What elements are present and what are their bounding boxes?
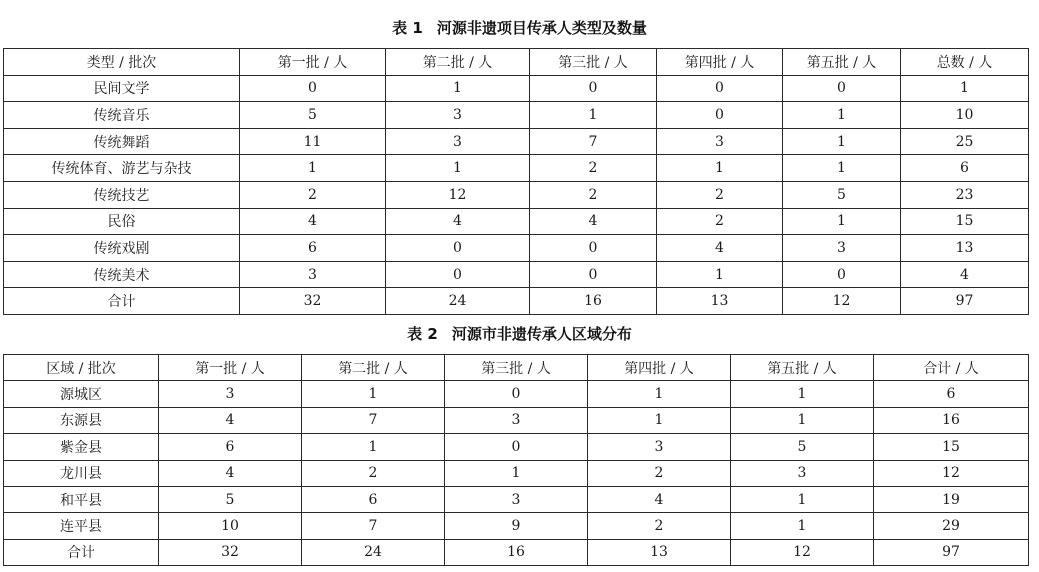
table-row <box>4 434 1029 460</box>
table-cell: 1 <box>386 155 530 182</box>
table-cell: 13 <box>657 288 783 315</box>
table-cell: 16 <box>445 539 588 565</box>
table-cell: 6 <box>874 381 1029 407</box>
table-cell: 19 <box>874 486 1029 512</box>
column-header: 第二批 / 人 <box>302 355 445 381</box>
table-cell: 4 <box>901 261 1029 288</box>
column-header: 第三批 / 人 <box>530 49 657 76</box>
column-header: 第二批 / 人 <box>386 49 530 76</box>
table-cell: 16 <box>874 407 1029 433</box>
table-cell: 0 <box>530 235 657 262</box>
table-cell: 1 <box>731 513 874 539</box>
table-cell: 2 <box>240 181 386 208</box>
table-cell: 3 <box>783 235 901 262</box>
row-label-cell: 连平县 <box>4 513 159 539</box>
table-cell: 1 <box>783 102 901 129</box>
table-header-row <box>4 355 1029 381</box>
table-row <box>4 539 1029 565</box>
table-cell: 6 <box>240 235 386 262</box>
table-cell: 13 <box>588 539 731 565</box>
table-cell: 2 <box>657 208 783 235</box>
table-cell: 0 <box>530 261 657 288</box>
table-row <box>4 513 1029 539</box>
table-cell: 12 <box>386 181 530 208</box>
table-cell: 24 <box>386 288 530 315</box>
table-cell: 3 <box>588 434 731 460</box>
table-row <box>4 486 1029 512</box>
column-header: 第一批 / 人 <box>159 355 302 381</box>
column-header: 第五批 / 人 <box>731 355 874 381</box>
table-cell: 5 <box>240 102 386 129</box>
table-cell: 5 <box>731 434 874 460</box>
table-cell: 6 <box>901 155 1029 182</box>
table-cell: 2 <box>588 513 731 539</box>
column-header: 第五批 / 人 <box>783 49 901 76</box>
table-cell: 1 <box>783 155 901 182</box>
row-label-cell: 传统舞蹈 <box>4 128 240 155</box>
table-cell: 9 <box>445 513 588 539</box>
table-1-title: 河源非遗项目传承人类型及数量 <box>436 19 647 37</box>
table-cell: 2 <box>588 460 731 486</box>
row-label-cell: 龙川县 <box>4 460 159 486</box>
table-1-heritage-types <box>3 48 1029 315</box>
table-2-number: 表 2 <box>407 325 438 343</box>
column-header: 合计 / 人 <box>874 355 1029 381</box>
table-row <box>4 155 1029 182</box>
table-cell: 2 <box>302 460 445 486</box>
table-cell: 1 <box>530 102 657 129</box>
table-row <box>4 75 1029 102</box>
table-2-title: 河源市非遗传承人区域分布 <box>451 325 632 343</box>
table-cell: 0 <box>386 261 530 288</box>
table-cell: 6 <box>159 434 302 460</box>
table-cell: 13 <box>901 235 1029 262</box>
table-cell: 4 <box>588 486 731 512</box>
table-cell: 7 <box>530 128 657 155</box>
table-cell: 2 <box>657 181 783 208</box>
table-cell: 1 <box>302 381 445 407</box>
table-cell: 1 <box>302 434 445 460</box>
table-cell: 4 <box>386 208 530 235</box>
table-cell: 0 <box>657 75 783 102</box>
table-cell: 29 <box>874 513 1029 539</box>
table-cell: 12 <box>731 539 874 565</box>
table-1-number: 表 1 <box>392 19 423 37</box>
table-cell: 10 <box>159 513 302 539</box>
table-cell: 0 <box>657 102 783 129</box>
table-row <box>4 460 1029 486</box>
table-cell: 15 <box>874 434 1029 460</box>
table-cell: 11 <box>240 128 386 155</box>
table-cell: 6 <box>302 486 445 512</box>
table-1-caption <box>0 18 1039 38</box>
table-cell: 5 <box>159 486 302 512</box>
table-cell: 4 <box>240 208 386 235</box>
table-cell: 24 <box>302 539 445 565</box>
row-label-cell: 紫金县 <box>4 434 159 460</box>
column-header: 第一批 / 人 <box>240 49 386 76</box>
table-1-body <box>4 75 1029 314</box>
table-cell: 1 <box>445 460 588 486</box>
table-row <box>4 407 1029 433</box>
table-cell: 3 <box>445 486 588 512</box>
table-cell: 3 <box>386 128 530 155</box>
table-row <box>4 261 1029 288</box>
table-cell: 1 <box>657 155 783 182</box>
table-cell: 0 <box>386 235 530 262</box>
row-label-cell: 源城区 <box>4 381 159 407</box>
table-cell: 12 <box>783 288 901 315</box>
table-row <box>4 208 1029 235</box>
table-cell: 3 <box>657 128 783 155</box>
row-label-cell: 传统音乐 <box>4 102 240 129</box>
table-cell: 32 <box>240 288 386 315</box>
table-cell: 12 <box>874 460 1029 486</box>
row-label-cell: 传统体育、游艺与杂技 <box>4 155 240 182</box>
table-cell: 0 <box>445 381 588 407</box>
table-2-body <box>4 381 1029 566</box>
table-cell: 4 <box>159 407 302 433</box>
table-row <box>4 181 1029 208</box>
row-label-cell: 传统戏剧 <box>4 235 240 262</box>
table-row <box>4 288 1029 315</box>
table-cell: 0 <box>783 261 901 288</box>
table-cell: 16 <box>530 288 657 315</box>
table-cell: 2 <box>530 181 657 208</box>
table-row <box>4 381 1029 407</box>
table-cell: 7 <box>302 513 445 539</box>
table-cell: 1 <box>783 128 901 155</box>
table-cell: 0 <box>530 75 657 102</box>
column-header: 区域 / 批次 <box>4 355 159 381</box>
table-cell: 32 <box>159 539 302 565</box>
table-cell: 1 <box>783 208 901 235</box>
table-cell: 97 <box>901 288 1029 315</box>
table-cell: 0 <box>783 75 901 102</box>
table-cell: 4 <box>657 235 783 262</box>
row-label-cell: 和平县 <box>4 486 159 512</box>
table-cell: 15 <box>901 208 1029 235</box>
column-header: 类型 / 批次 <box>4 49 240 76</box>
row-label-cell: 传统美术 <box>4 261 240 288</box>
column-header: 总数 / 人 <box>901 49 1029 76</box>
table-cell: 25 <box>901 128 1029 155</box>
table-cell: 1 <box>901 75 1029 102</box>
table-row <box>4 102 1029 129</box>
table-cell: 3 <box>731 460 874 486</box>
table-cell: 4 <box>530 208 657 235</box>
table-cell: 1 <box>731 381 874 407</box>
table-cell: 1 <box>240 155 386 182</box>
table-cell: 1 <box>731 407 874 433</box>
table-cell: 10 <box>901 102 1029 129</box>
table-cell: 0 <box>240 75 386 102</box>
table-cell: 4 <box>159 460 302 486</box>
table-cell: 1 <box>386 75 530 102</box>
table-cell: 7 <box>302 407 445 433</box>
column-header: 第三批 / 人 <box>445 355 588 381</box>
row-label-cell: 传统技艺 <box>4 181 240 208</box>
table-cell: 3 <box>159 381 302 407</box>
table-row <box>4 128 1029 155</box>
table-cell: 1 <box>588 381 731 407</box>
row-label-cell: 民俗 <box>4 208 240 235</box>
table-cell: 0 <box>445 434 588 460</box>
table-cell: 97 <box>874 539 1029 565</box>
column-header: 第四批 / 人 <box>588 355 731 381</box>
row-label-cell: 合计 <box>4 539 159 565</box>
table-header-row <box>4 49 1029 76</box>
row-label-cell: 民间文学 <box>4 75 240 102</box>
table-cell: 1 <box>588 407 731 433</box>
table-cell: 2 <box>530 155 657 182</box>
row-label-cell: 东源县 <box>4 407 159 433</box>
table-2-regional-distribution <box>3 354 1029 566</box>
table-cell: 3 <box>240 261 386 288</box>
table-cell: 23 <box>901 181 1029 208</box>
table-cell: 1 <box>731 486 874 512</box>
table-2-caption <box>0 324 1039 344</box>
table-cell: 1 <box>657 261 783 288</box>
column-header: 第四批 / 人 <box>657 49 783 76</box>
table-cell: 3 <box>445 407 588 433</box>
table-cell: 3 <box>386 102 530 129</box>
row-label-cell: 合计 <box>4 288 240 315</box>
table-row <box>4 235 1029 262</box>
table-cell: 5 <box>783 181 901 208</box>
